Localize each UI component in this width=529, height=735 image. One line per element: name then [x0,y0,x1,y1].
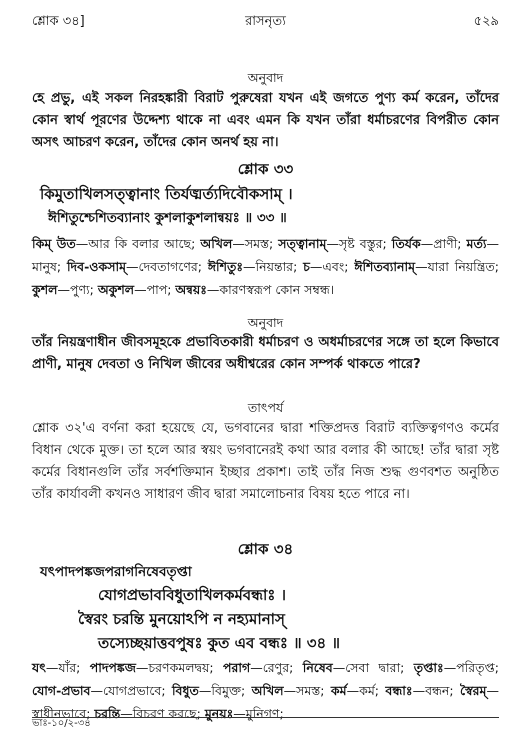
synonym-word: যৎ [32,660,46,675]
synonym-word: অখিল [251,683,284,698]
header-chapter-title: রাসনৃত্য [245,14,286,29]
footer-rule [32,717,499,718]
synonym-meaning: —দেবতাগণের; [126,259,208,274]
synonym-word: পরাগ [223,660,251,675]
synonym-meaning: —আর কি বলার আছে; [75,236,201,251]
synonym-meaning: —স্বাধীনভাবে; [32,683,499,721]
purport-heading: তাৎপর্য [247,400,284,415]
translation-text-2: তাঁর নিয়ন্ত্রণাধীন জীবসমূহকে প্রভাবিতকারী ধর্মাচরণ ও অধর্মাচরণের সঙ্গে তা হলে কিভাবে প্রাণী, মানুষ দেবতা ও নিখিল জীবের অধীশ্বরের কোন সম্পর্ক থাকতে পারে? [32,335,499,372]
synonym-meaning: —সেবা দ্বারা; [332,660,414,675]
synonym-meaning: —কর্ম; [346,683,386,698]
synonym-meaning: —এবং; [309,259,355,274]
synonym-meaning: —চরণকমলদ্বয়; [135,660,224,675]
verse-34-title: শ্লোক ৩৪ [237,540,294,558]
synonym-meaning: —বিমুক্ত; [198,683,252,698]
synonym-meaning: —যাঁর; [45,660,90,675]
translation-heading-1: অনুবাদ [247,70,284,85]
header-verse-ref: শ্লোক ৩৪] [32,14,85,29]
synonym-word: অন্বয়ঃ [175,282,207,297]
synonym-word: কিম্ উত [32,236,76,251]
verse-33-line-2: ঈশিতুশ্চেশিতব্যানাং কুশলাকুশলান্বয়ঃ ॥ ৩৩ ॥ [48,210,287,226]
synonym-meaning: —বিচরণ করছে; [120,706,205,721]
synonym-word: অকুশল [97,282,135,297]
synonym-meaning: —মুনিগণ; [233,706,284,721]
synonym-word: কর্ম [330,683,347,698]
synonym-meaning: —যোগপ্রভাবে; [90,683,172,698]
synonym-word: ঈশিতুঃ [207,259,244,274]
synonym-word: পাদপঙ্কজ [89,660,136,675]
synonym-word: সত্ত্বানাম্ [278,236,327,251]
running-header [32,12,499,32]
verse-34-line-4: তস্যেচ্ছয়াত্তবপুষঃ কুত এব বন্ধঃ ॥ ৩৪ ॥ [98,634,340,652]
verse-33-synonyms [32,232,499,301]
synonym-meaning: —সমস্ত; [283,683,331,698]
verse-34-line-3: স্বৈরং চরন্তি মুনয়োঽপি ন নহ্যমানাস্‌ [78,610,285,628]
synonym-meaning: —সমস্ত; [232,236,279,251]
synonym-word: নিষেব [302,660,333,675]
synonym-meaning: —বন্ধন; [412,683,461,698]
verse-34-synonyms [32,656,499,725]
synonym-word: মুনয়ঃ [204,706,234,721]
synonym-word: তির্যক [391,236,421,251]
synonym-word: অখিল [200,236,233,251]
synonym-word: বন্ধাঃ [385,683,413,698]
purport-text: শ্লোক ৩২'এ বর্ণনা করা হয়েছে যে, ভগবানের দ্বারা শক্তিপ্রদত্ত বিরাট ব্যক্তিত্বগণও কর্মের বিধান থেকে মুক্ত। তা হলে আর স্বয়ং ভগবানেরই কথা আর বলার কী আছে! তাঁর দ্বারা সৃষ্ট কর্মের বিধানগুলি তাঁর সর্বশক্তিমান ইচ্ছার প্রকাশ। তাই তাঁর নিজ শুদ্ধ গুণবশত অনুষ্ঠিত তাঁর কার্যাবলী কখনও সাধারণ জীব দ্বারা সমালোচনার বিষয় হতে পারে না। [32,421,499,502]
header-page-number: ৫২৯ [473,14,499,29]
synonym-meaning: —কারণস্বরূপ কোন সম্বন্ধ। [206,282,335,297]
synonym-word: বিধুত [171,683,199,698]
synonym-word: কুশল [32,282,58,297]
synonym-word: চরন্তি [94,706,121,721]
footer-reference: ভাঃ-১০/২-৩৪ [32,718,91,729]
translation-text-1: হে প্রভু, এই সকল নিরহঙ্কারী বিরাট পুরুষেরা যখন এই জগতে পুণ্য কর্ম করেন, তাঁদের কোন স্বার্থ পূরণের উদ্দেশ্য থাকে না এবং এমন কি যখন তাঁরা ধর্মাচরণের বিপরীত কোন অসৎ আচরণ করেন, তাঁদের কোন অনর্থ হয় না। [32,91,499,150]
synonym-meaning: —নিয়ন্তার; [243,259,304,274]
synonym-meaning: —পরিতৃপ্ত; [443,660,499,675]
synonym-word: যোগ-প্রভাব [32,683,91,698]
synonym-word: ঈশিতব্যানাম্ [354,259,416,274]
synonym-word: চ [303,259,310,274]
synonym-meaning: —পাপ; [134,282,176,297]
verse-34-line-1: যৎপাদপঙ্কজপরাগনিষেবতৃপ্তা [40,564,192,580]
synonym-word: তৃপ্তাঃ [413,660,444,675]
synonym-word: দিব-ওকসাম্ [66,259,127,274]
synonym-meaning: —যারা নিয়ন্ত্রিত; [415,259,499,274]
verse-33-title: শ্লোক ৩৩ [237,160,294,178]
verse-34-line-2: যোগপ্রভাববিধুতাখিলকর্মবন্ধাঃ । [98,586,286,604]
synonym-meaning: —সৃষ্ট বস্তুর; [326,236,392,251]
verse-33-line-1: কিমুতাখিলসত্ত্বানাং তির্যঙ্মর্ত্যদিবৌকসাম্‌ । [40,185,293,203]
translation-heading-2: অনুবাদ [247,315,284,330]
synonym-meaning: —প্রাণী; [420,236,467,251]
synonym-word: স্বৈরম্ [460,683,487,698]
synonym-meaning: —মানুষ; [32,236,499,274]
synonym-meaning: —রেণুর; [250,660,303,675]
synonym-meaning: —পুণ্য; [57,282,98,297]
synonym-word: মর্ত্য [466,236,487,251]
